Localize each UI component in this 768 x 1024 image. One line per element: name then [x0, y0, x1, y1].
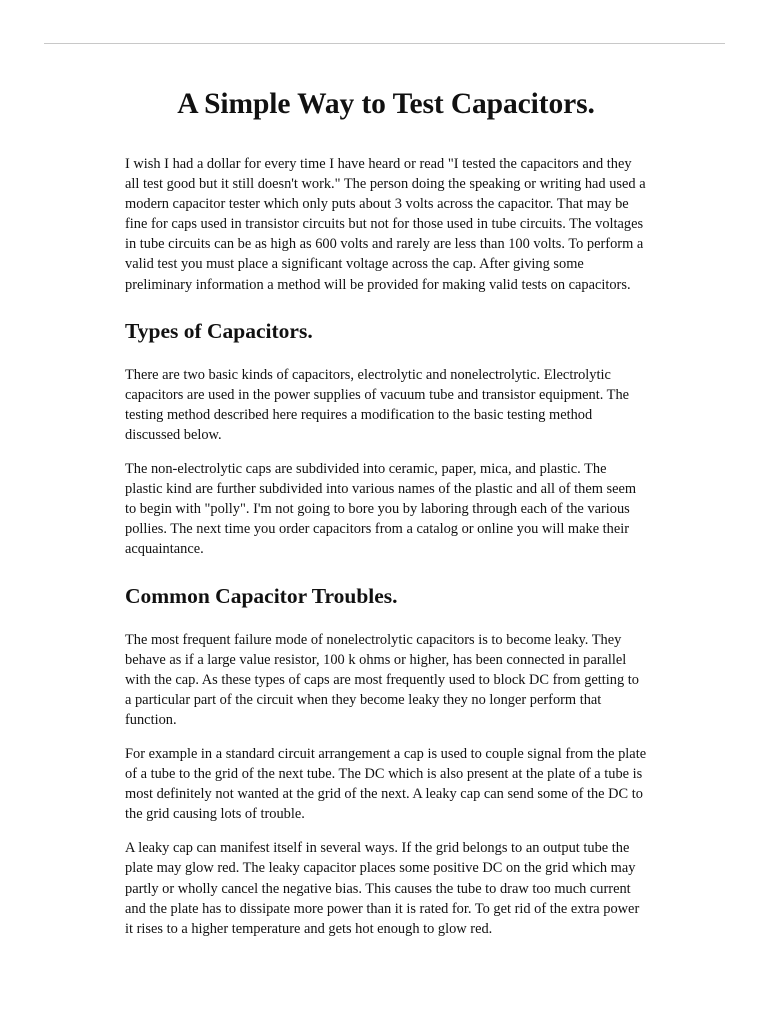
paragraph-basic-kinds: There are two basic kinds of capacitors, electrolytic and nonelectrolytic. Electrolytic capacitors are used in the power supplies of vacuum tube and transistor equipment. The testing method described here requires a modification to the basic testing method discussed below. — [125, 366, 630, 443]
document-title: A Simple Way to Test Capacitors. — [177, 88, 595, 120]
paragraph-failure-mode: The most frequent failure mode of nonelectrolytic capacitors is to become leaky. They behave as if a large value resistor, 100 k ohms or higher, has been connected in parallel with the cap. As these types of caps are most frequently used to block DC from getting to a particular part of the circuit when they become leaky they no longer perform that function. — [125, 631, 639, 728]
paragraph-leaky-cap: A leaky cap can manifest itself in several ways. If the grid belongs to an output tube the plate may glow red. The leaky capacitor places some positive DC on the grid which may partly or wholly cancel the negative bias. This causes the tube to draw too much current and the plate has to dissipate more power than it is rated for. To get rid of the extra power it rises to a higher temperature and gets hot enough to glow red. — [125, 840, 640, 937]
section-heading-common-troubles: Common Capacitor Troubles. — [125, 583, 398, 608]
section-heading-types-of-capacitors: Types of Capacitors. — [125, 318, 313, 343]
intro-paragraph: I wish I had a dollar for every time I have heard or read "I tested the capacitors and they all test good but it still doesn't work." The person doing the speaking or writing had used a modern capacitor tester which only puts about 3 volts across the capacitor. That may be fine for caps used in transistor circuits but not for those used in tube circuits. The voltages in tube circuits can be as high as 600 volts and rarely are less than 100 volts. To perform a valid test you must place a significant voltage across the cap. After giving some preliminary information a method will be provided for making valid tests on capacitors. — [125, 156, 646, 293]
document-body — [125, 82, 647, 953]
paragraph-example-circuit: For example in a standard circuit arrangement a cap is used to couple signal from the plate of a tube to the grid of the next tube. The DC which is also present at the plate of a tube is most definitely not wanted at the grid of the next. A leaky cap can send some of the DC to the grid causing lots of trouble. — [125, 745, 647, 823]
paragraph-non-electrolytic: The non-electrolytic caps are subdivided into ceramic, paper, mica, and plastic. The plastic kind are further subdivided into various names of the plastic and all of them seem to begin with "polly". I'm not going to bore you by laboring through each of the various pollies. The next time you order capacitors from a catalog or online you will make their acquaintance. — [125, 461, 637, 558]
top-divider — [44, 43, 725, 44]
